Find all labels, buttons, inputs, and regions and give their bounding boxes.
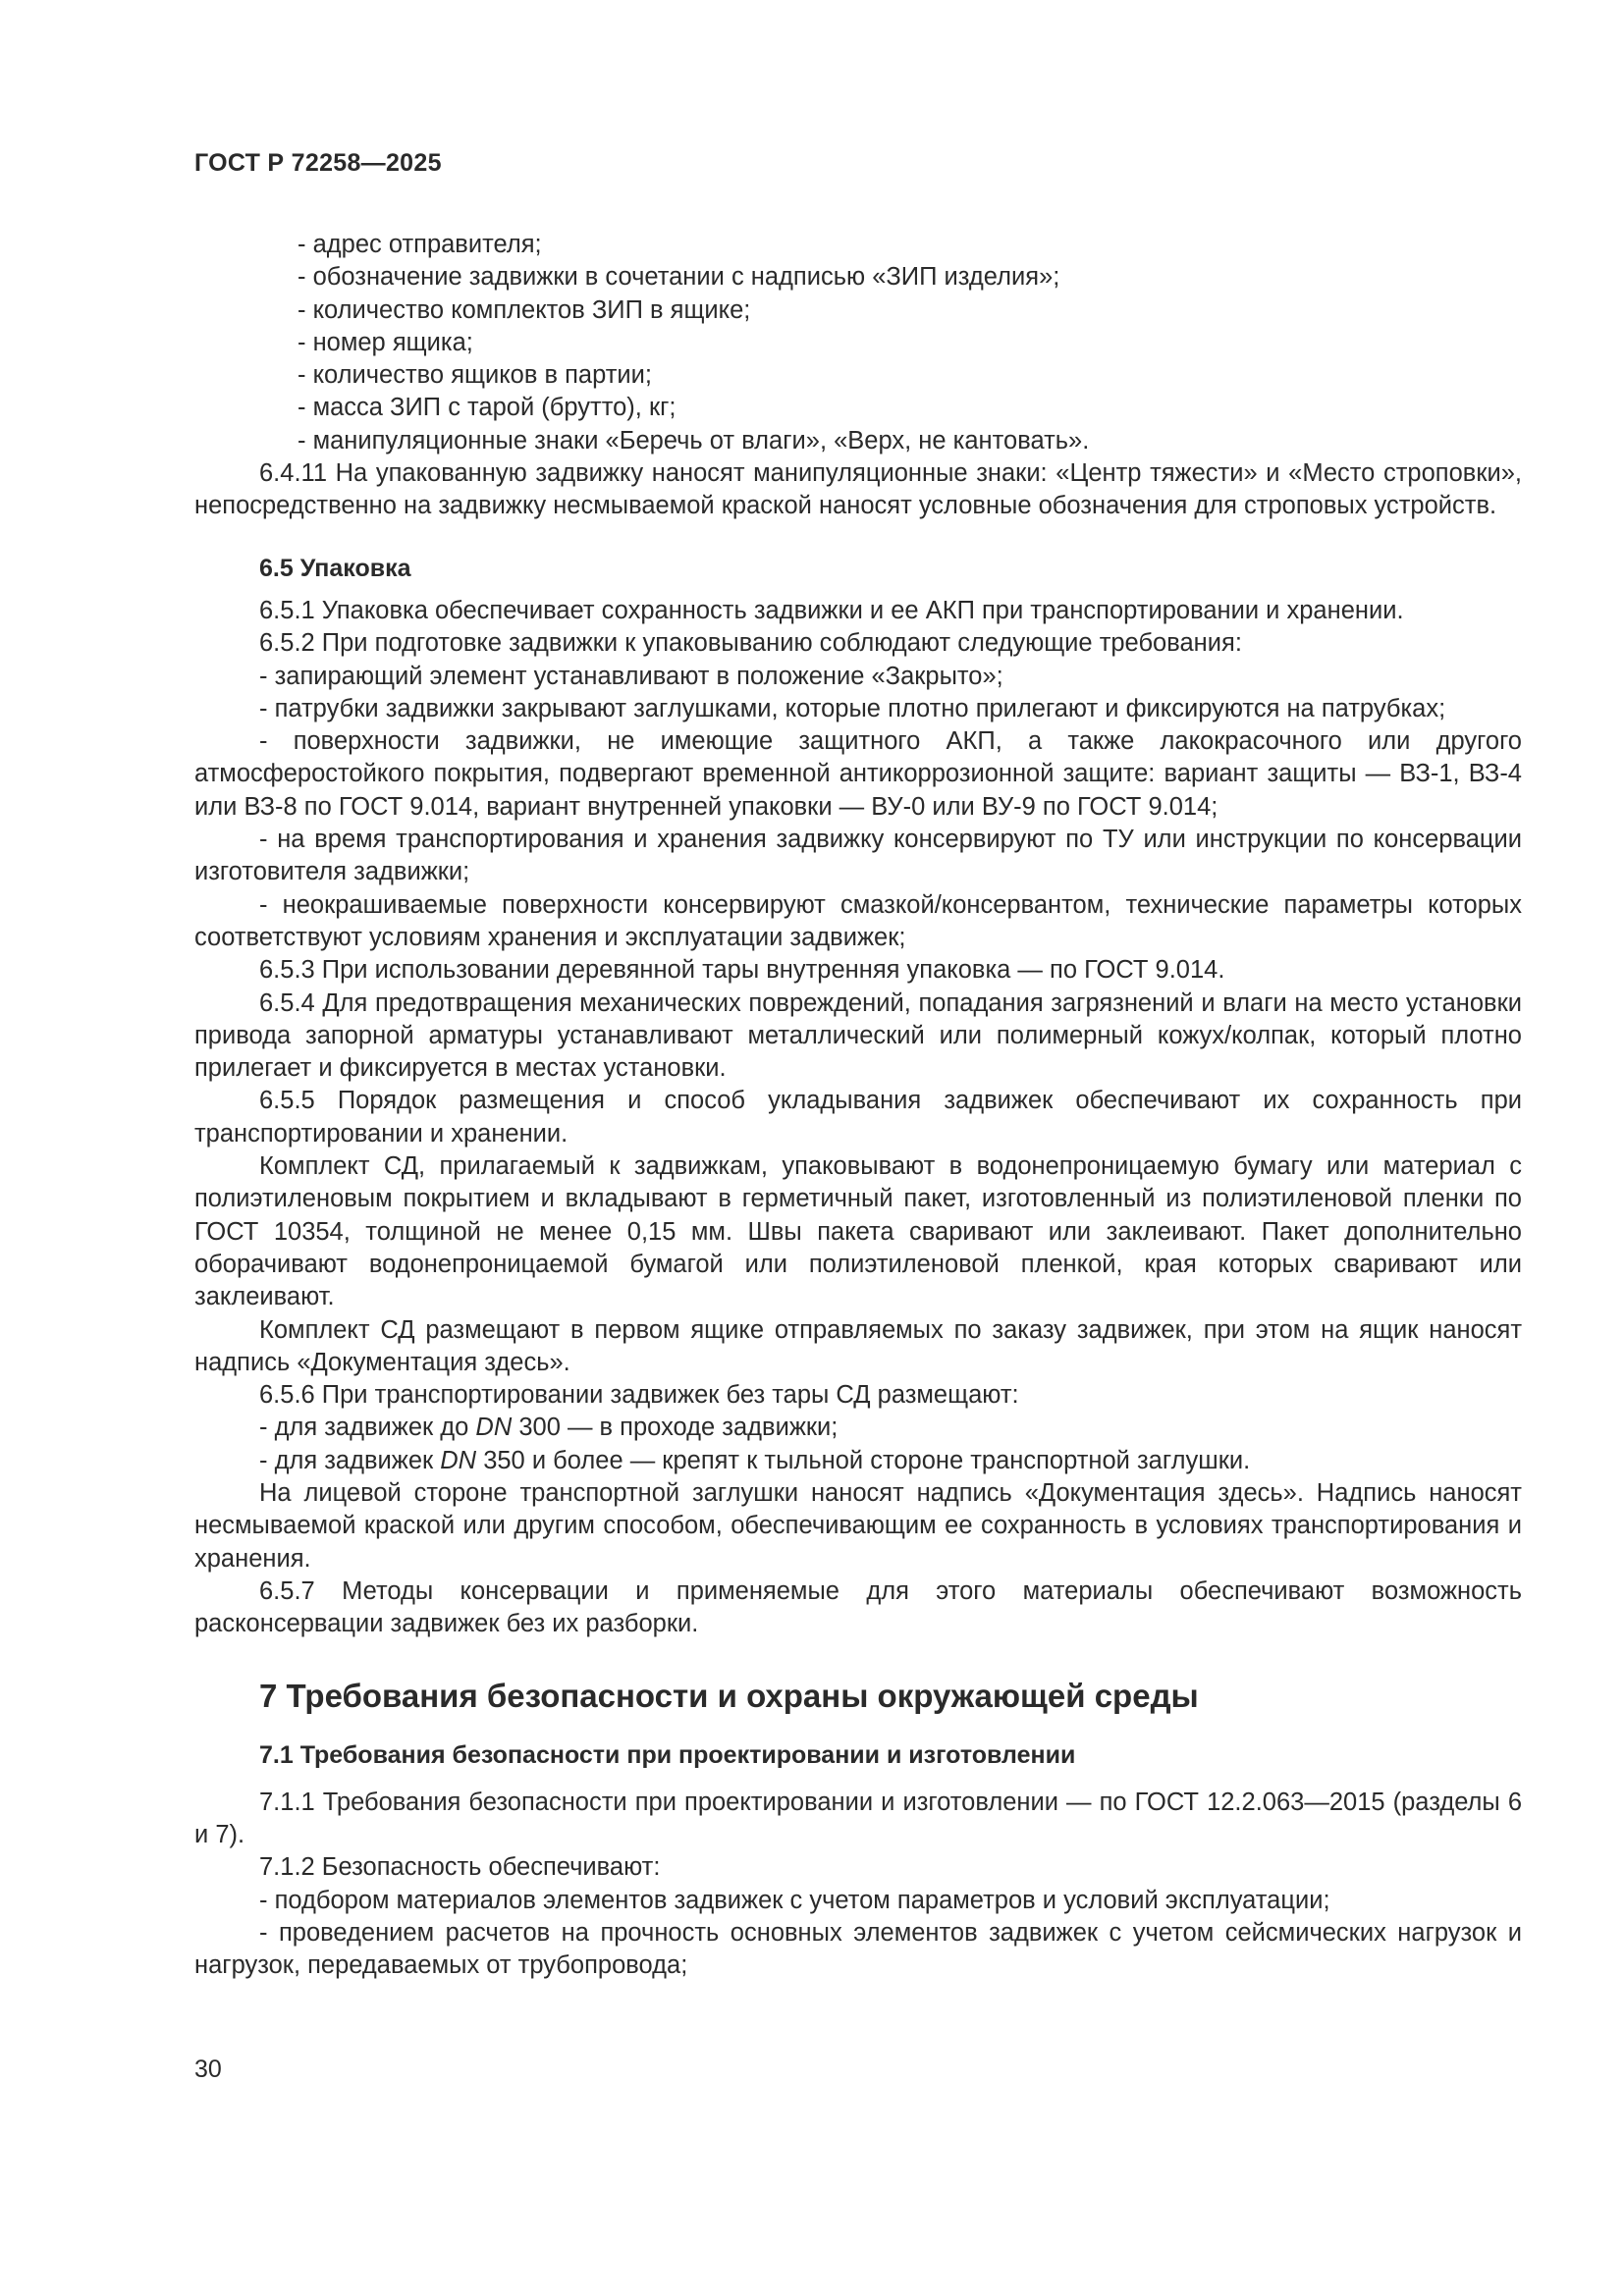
list-item: - подбором материалов элементов задвижек с учетом параметров и условий эксплуатации; bbox=[259, 1886, 1330, 1914]
paragraph-7-1-2: 7.1.2 Безопасность обеспечивают: bbox=[259, 1853, 661, 1882]
paragraph-6-5-1: 6.5.1 Упаковка обеспечивает сохранность задвижки и ее АКП при транспортировании и хранении. bbox=[259, 596, 1404, 624]
list-item: - манипуляционные знаки «Беречь от влаги», «Верх, не кантовать». bbox=[298, 426, 1090, 454]
paragraph-6-5-7: 6.5.7 Методы консервации и применяемые для этого материалы обеспечивают возможность расконсервации задвижек без их разборки. bbox=[194, 1576, 1522, 1638]
list-item bbox=[194, 1445, 1522, 1477]
list-item: - количество ящиков в партии; bbox=[298, 361, 652, 390]
list-item: - на время транспортирования и хранения задвижку консервируют по ТУ или инструкции по консервации изготовителя задвижки; bbox=[194, 826, 1522, 886]
paragraph-6-5-6: 6.5.6 При транспортировании задвижек без тары СД размещают: bbox=[259, 1381, 1019, 1410]
paragraph-plug-label: На лицевой стороне транспортной заглушки наносят надпись «Документация здесь». Надпись наносят несмываемой краской или другим способом, обеспечивающим ее сохранность в условиях транспортирования и хранения. bbox=[194, 1478, 1522, 1573]
document-body bbox=[194, 229, 1522, 1983]
list-item: - неокрашиваемые поверхности консервируют смазкой/консервантом, технические параметры которых соответствуют условиям хранения и эксплуатации задвижек; bbox=[194, 890, 1522, 951]
list-item: - патрубки задвижки закрывают заглушками, которые плотно прилегают и фиксируются на патрубках; bbox=[259, 694, 1446, 722]
dn-symbol: DN bbox=[440, 1446, 477, 1474]
list-item bbox=[194, 1412, 1522, 1444]
paragraph-6-5-4: 6.5.4 Для предотвращения механических повреждений, попадания загрязнений и влаги на место установки привода запорной арматуры устанавливают металлический или полимерный кожух/колпак, который плотно прилегает и фиксируется в местах установки. bbox=[194, 988, 1522, 1083]
list-item-text: - для задвижек до bbox=[259, 1414, 476, 1442]
dn-symbol: DN bbox=[475, 1414, 513, 1442]
list-item: - запирающий элемент устанавливают в положение «Закрыто»; bbox=[259, 662, 1003, 690]
paragraph-6-4-11: 6.4.11 На упакованную задвижку наносят манипуляционные знаки: «Центр тяжести» и «Место строповки», непосредственно на задвижку несмываемой краской наносят условные обозначения для строповых устройств. bbox=[194, 459, 1522, 520]
document-header: ГОСТ Р 72258—2025 bbox=[194, 149, 442, 177]
list-item-text: 350 и более — крепят к тыльной стороне транспортной заглушки. bbox=[476, 1446, 1251, 1474]
paragraph-6-5-5: 6.5.5 Порядок размещения и способ укладывания задвижек обеспечивают их сохранность при транспортировании и хранении. bbox=[194, 1087, 1522, 1148]
paragraph-7-1-1: 7.1.1 Требования безопасности при проектировании и изготовлении — по ГОСТ 12.2.063—2015 (разделы 6 и 7). bbox=[194, 1788, 1522, 1849]
subsection-heading-7-1: 7.1 Требования безопасности при проектировании и изготовлении bbox=[259, 1741, 1076, 1770]
paragraph-6-5-3: 6.5.3 При использовании деревянной тары внутренняя упаковка — по ГОСТ 9.014. bbox=[259, 956, 1225, 985]
paragraph-6-5-2: 6.5.2 При подготовке задвижки к упаковыванию соблюдают следующие требования: bbox=[259, 629, 1242, 658]
page-number: 30 bbox=[194, 2056, 222, 2083]
list-item: - поверхности задвижки, не имеющие защитного АКП, а также лакокрасочного или другого атмосферостойкого покрытия, подвергают временной антикоррозионной защите: вариант защиты — ВЗ-1, ВЗ-4 или ВЗ-8 по ГОСТ 9.014, вариант внутренней упаковки — ВУ-0 или ВУ-9 по ГОСТ 9.014; bbox=[194, 727, 1522, 821]
list-item-text: - для задвижек bbox=[259, 1446, 441, 1474]
list-item: - обозначение задвижки в сочетании с надписью «ЗИП изделия»; bbox=[298, 263, 1060, 292]
list-item-text: 300 — в проходе задвижки; bbox=[512, 1414, 839, 1442]
subsection-heading-6-5: 6.5 Упаковка bbox=[259, 554, 411, 582]
list-item: - количество комплектов ЗИП в ящике; bbox=[298, 295, 751, 324]
section-heading-7: 7 Требования безопасности и охраны окружающей среды bbox=[259, 1678, 1199, 1715]
list-item: - адрес отправителя; bbox=[298, 231, 542, 258]
list-item: - масса ЗИП с тарой (брутто), кг; bbox=[298, 394, 677, 422]
list-item: - номер ящика; bbox=[298, 328, 473, 356]
paragraph-sd-placement: Комплект СД размещают в первом ящике отправляемых по заказу задвижек, при этом на ящик наносят надпись «Документация здесь». bbox=[194, 1315, 1522, 1376]
list-item: - проведением расчетов на прочность основных элементов задвижек с учетом сейсмических нагрузок и нагрузок, передаваемых от трубопровода; bbox=[194, 1918, 1522, 1980]
paragraph-sd-packing: Комплект СД, прилагаемый к задвижкам, упаковывают в водонепроницаемую бумагу или материал с полиэтиленовым покрытием и вкладывают в герметичный пакет, изготовленный из полиэтиленовой пленки по ГОСТ 10354, толщиной не менее 0,15 мм. Швы пакета сваривают или заклеивают. Пакет дополнительно оборачивают водонепроницаемой бумагой или полиэтиленовой пленкой, края которых сваривают или заклеивают. bbox=[194, 1152, 1522, 1311]
